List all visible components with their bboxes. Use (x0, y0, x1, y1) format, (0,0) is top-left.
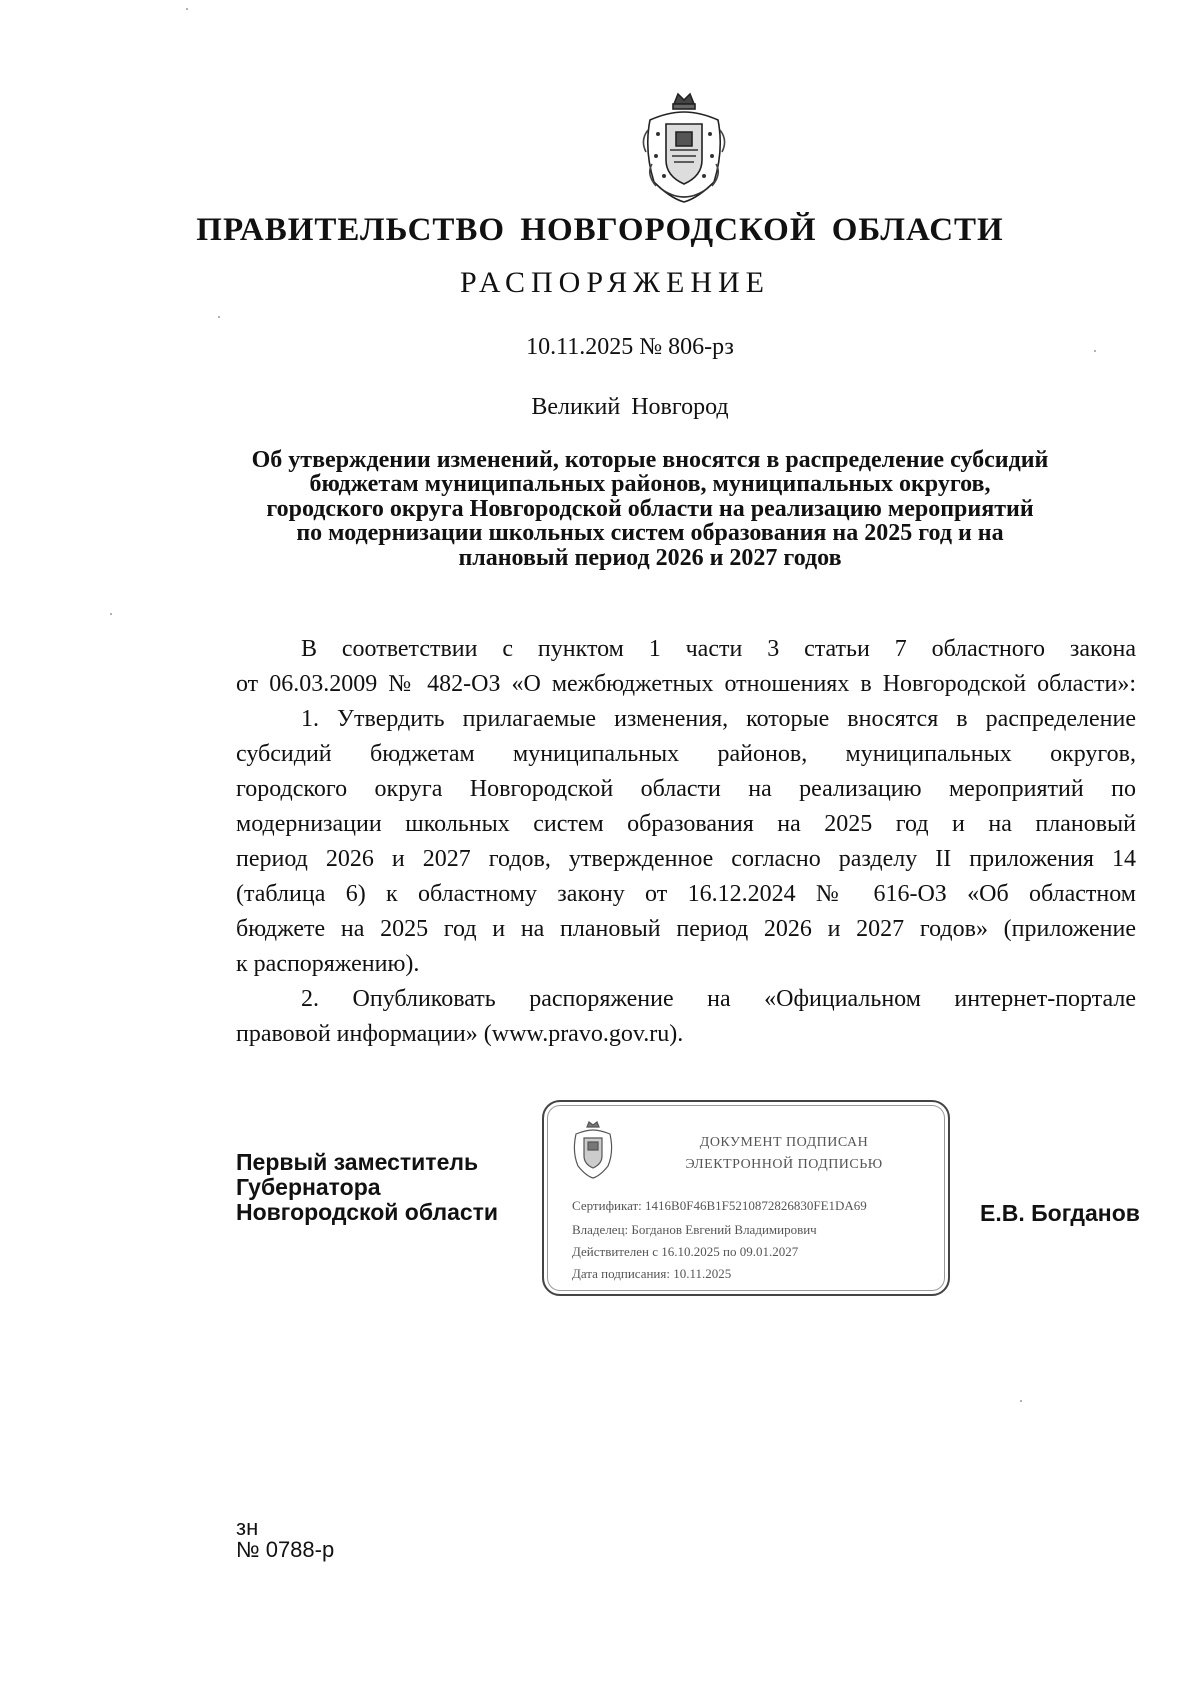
subject-line: бюджетам муниципальных районов, муниципальных округов, (309, 471, 991, 498)
subject-line: по модернизации школьных систем образования на 2025 год и на (296, 520, 1004, 547)
signer-position (236, 1150, 498, 1225)
body-line: от 06.03.2009 № 482-ОЗ «О межбюджетных отношениях в Новгородской области»: (236, 671, 1136, 697)
stamp-signed-date: Дата подписания: 10.11.2025 (572, 1266, 732, 1281)
body-line: 1. Утвердить прилагаемые изменения, которые вносятся в распределение (301, 706, 1136, 732)
stamp-validity: Действителен с 16.10.2025 по 09.01.2027 (572, 1244, 799, 1259)
body-line: модернизации школьных систем образования на 2025 год и на плановый (236, 811, 1136, 837)
body-line: к распоряжению). (236, 951, 420, 977)
scan-speck (1094, 350, 1096, 352)
stamp-emblem-icon (570, 1120, 616, 1180)
document-type: РАСПОРЯЖЕНИЕ (459, 266, 771, 299)
subject-line: городского округа Новгородской области на реализацию мероприятий (266, 495, 1034, 522)
stamp-title-line: ЭЛЕКТРОННОЙ ПОДПИСЬЮ (685, 1157, 883, 1172)
body-line: (таблица 6) к областному закону от 16.12.2024 № 616-ОЗ «Об областном (236, 881, 1136, 907)
scan-speck (186, 8, 188, 10)
footer-initials: зн (236, 1515, 259, 1540)
footer-code (236, 1517, 334, 1561)
body-line: субсидий бюджетам муниципальных районов, муниципальных округов, (236, 741, 1136, 767)
coat-of-arms-emblem (640, 90, 728, 208)
stamp-title (634, 1132, 934, 1176)
scan-speck (218, 316, 220, 318)
document-body (236, 632, 1136, 1052)
electronic-signature-stamp (542, 1100, 950, 1296)
signer-position-line: Первый заместитель (236, 1149, 479, 1175)
document-date-number: 10.11.2025 № 806-рз (526, 334, 734, 360)
body-line: правовой информации» (www.pravo.gov.ru). (236, 1021, 684, 1047)
stamp-owner: Владелец: Богданов Евгений Владимирович (572, 1222, 817, 1237)
subject-line: плановый период 2026 и 2027 годов (458, 544, 842, 571)
stamp-certificate: Сертификат: 1416B0F46B1F5210872826830FE1DA69 (572, 1198, 867, 1213)
document-subject (200, 448, 1100, 570)
footer-number: № 0788-р (236, 1537, 335, 1562)
scan-speck (1020, 1400, 1022, 1402)
body-line: 2. Опубликовать распоряжение на «Официальном интернет-портале (301, 986, 1136, 1012)
body-line: период 2026 и 2027 годов, утвержденное согласно разделу II приложения 14 (236, 846, 1136, 872)
document-city: Великий Новгород (531, 394, 729, 420)
subject-line: Об утверждении изменений, которые вносятся в распределение субсидий (251, 447, 1049, 473)
stamp-title-line: ДОКУМЕНТ ПОДПИСАН (699, 1135, 869, 1150)
body-line: бюджете на 2025 год и на плановый период 2026 и 2027 годов» (приложение (236, 916, 1136, 942)
body-line: городского округа Новгородской области на реализацию мероприятий по (236, 776, 1136, 802)
signer-position-line: Новгородской области (236, 1199, 499, 1225)
signer-position-line: Губернатора (236, 1174, 381, 1200)
government-title: ПРАВИТЕЛЬСТВО НОВГОРОДСКОЙ ОБЛАСТИ (196, 212, 1004, 248)
signer-name: Е.В. Богданов (980, 1200, 1140, 1226)
body-line: В соответствии с пунктом 1 части 3 статьи 7 областного закона (301, 636, 1136, 662)
scan-speck (110, 613, 112, 615)
